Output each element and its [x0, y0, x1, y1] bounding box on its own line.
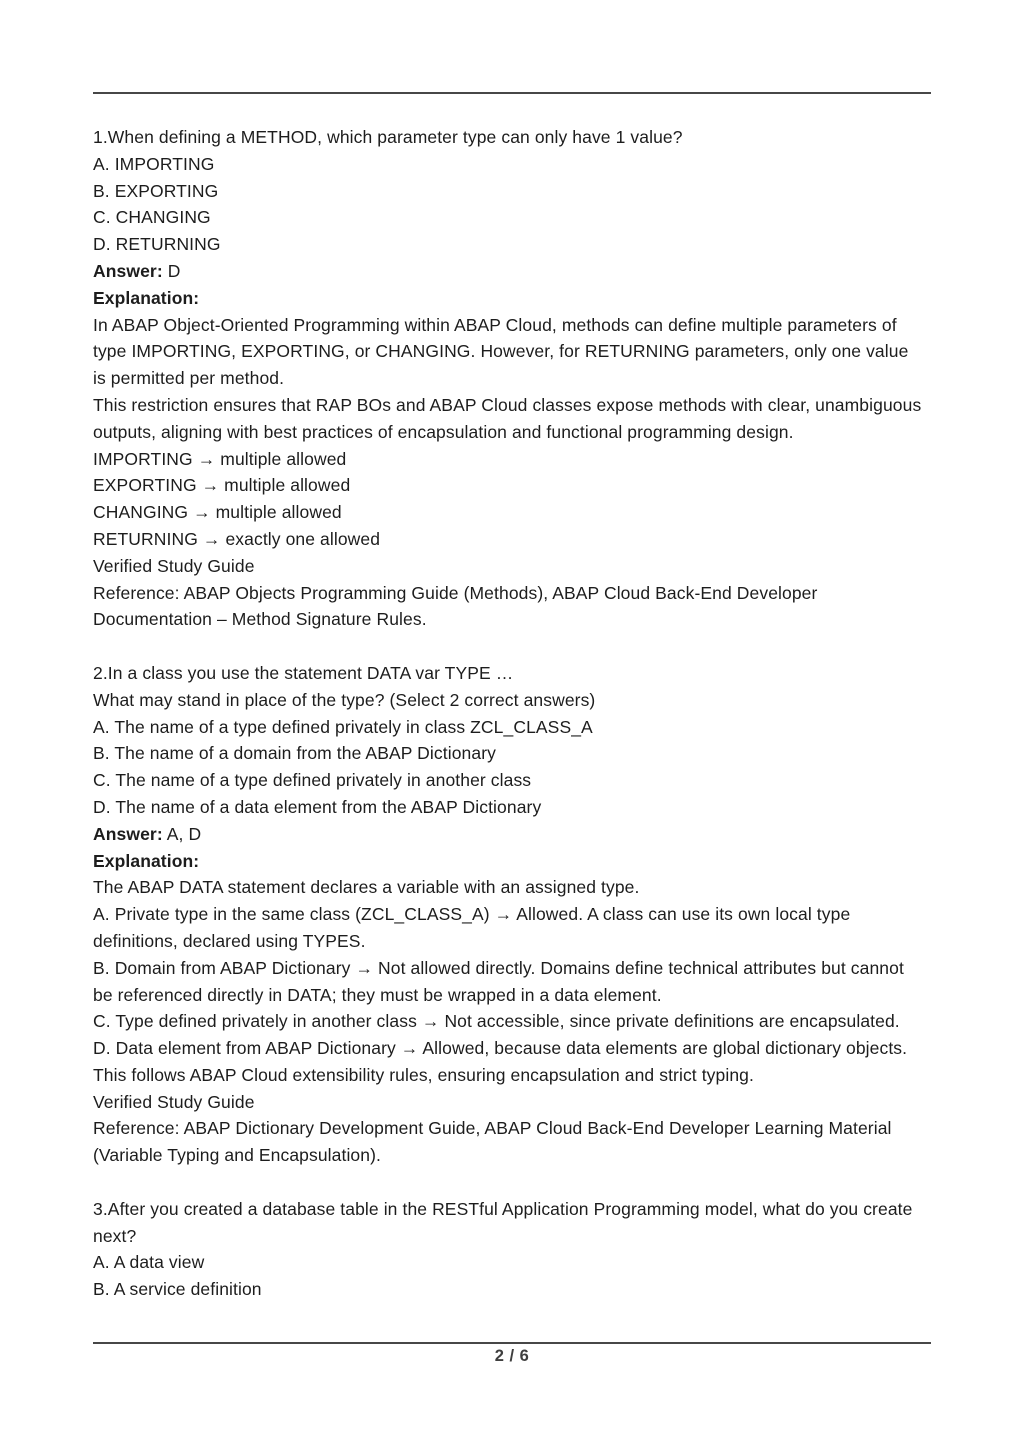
text-line: B. EXPORTING — [93, 180, 219, 201]
page-number: 2 / 6 — [494, 1347, 530, 1365]
text-line: 2.In a class you use the statement DATA var TYPE … — [93, 662, 514, 683]
text-line: Verified Study Guide — [93, 555, 255, 576]
text-line: type IMPORTING, EXPORTING, or CHANGING. However, for RETURNING parameters, only one value — [93, 341, 909, 362]
text-line: In ABAP Object-Oriented Programming within ABAP Cloud, methods can define multiple parameters of — [93, 314, 897, 335]
bold-label: Answer: — [93, 260, 163, 281]
text-line: D. Data element from ABAP Dictionary → Allowed, because data elements are global dictionary objects. — [93, 1038, 908, 1059]
text-line: CHANGING → multiple allowed — [93, 502, 342, 523]
question-block — [93, 1196, 933, 1303]
text-line: C. CHANGING — [93, 207, 211, 228]
text-line: next? — [93, 1225, 137, 1246]
text-line: This restriction ensures that RAP BOs and ABAP Cloud classes expose methods with clear, unambiguous — [93, 394, 922, 415]
text-line: B. Domain from ABAP Dictionary → Not allowed directly. Domains define technical attributes but cannot — [93, 957, 904, 978]
text-line: RETURNING → exactly one allowed — [93, 528, 381, 549]
text-line: C. The name of a type defined privately in another class — [93, 770, 532, 791]
text-line: The ABAP DATA statement declares a variable with an assigned type. — [93, 877, 640, 898]
text-line — [93, 285, 933, 312]
text-line: D. RETURNING — [93, 234, 221, 255]
text-line: This follows ABAP Cloud extensibility rules, ensuring encapsulation and strict typing. — [93, 1064, 754, 1085]
text-line: (Variable Typing and Encapsulation). — [93, 1145, 381, 1166]
text-line: outputs, aligning with best practices of encapsulation and functional programming design. — [93, 421, 794, 442]
bold-label: Explanation: — [93, 850, 200, 871]
bold-label: Explanation: — [93, 287, 200, 308]
text-line: IMPORTING → multiple allowed — [93, 448, 347, 469]
document-body — [93, 124, 933, 1303]
text-line: A. IMPORTING — [93, 153, 215, 174]
text-line: B. A service definition — [93, 1279, 262, 1300]
text-line: B. The name of a domain from the ABAP Dictionary — [93, 743, 496, 764]
text-line: is permitted per method. — [93, 368, 285, 389]
text-line: Reference: ABAP Dictionary Development Guide, ABAP Cloud Back-End Developer Learning Material — [93, 1118, 892, 1139]
text-line: D. The name of a data element from the ABAP Dictionary — [93, 796, 542, 817]
question-block — [93, 124, 933, 633]
text-line: Answer: A, D — [93, 823, 202, 844]
text-line: What may stand in place of the type? (Select 2 correct answers) — [93, 689, 596, 710]
text-line: C. Type defined privately in another class → Not accessible, since private definitions are encapsulated. — [93, 1011, 900, 1032]
text-line: 1.When defining a METHOD, which parameter type can only have 1 value? — [93, 127, 683, 147]
text-line: Reference: ABAP Objects Programming Guide (Methods), ABAP Cloud Back-End Developer — [93, 582, 818, 603]
header-divider — [93, 92, 931, 94]
text-line: EXPORTING → multiple allowed — [93, 475, 351, 496]
text-line: be referenced directly in DATA; they must be wrapped in a data element. — [93, 984, 662, 1005]
text-line: A. Private type in the same class (ZCL_CLASS_A) → Allowed. A class can use its own local type — [93, 904, 851, 925]
text-line — [93, 848, 933, 875]
text-line: Documentation – Method Signature Rules. — [93, 609, 427, 630]
bold-label: Answer: — [93, 823, 163, 844]
footer-divider — [93, 1342, 931, 1344]
text-line: Answer: D — [93, 260, 181, 281]
text-line: 3.After you created a database table in the RESTful Application Programming model, what do you create — [93, 1198, 913, 1219]
text-line: definitions, declared using TYPES. — [93, 930, 366, 951]
text-line: A. The name of a type defined privately in class ZCL_CLASS_A — [93, 716, 593, 737]
text-line: A. A data view — [93, 1252, 205, 1273]
text-line: Verified Study Guide — [93, 1091, 255, 1112]
question-block — [93, 660, 933, 1169]
